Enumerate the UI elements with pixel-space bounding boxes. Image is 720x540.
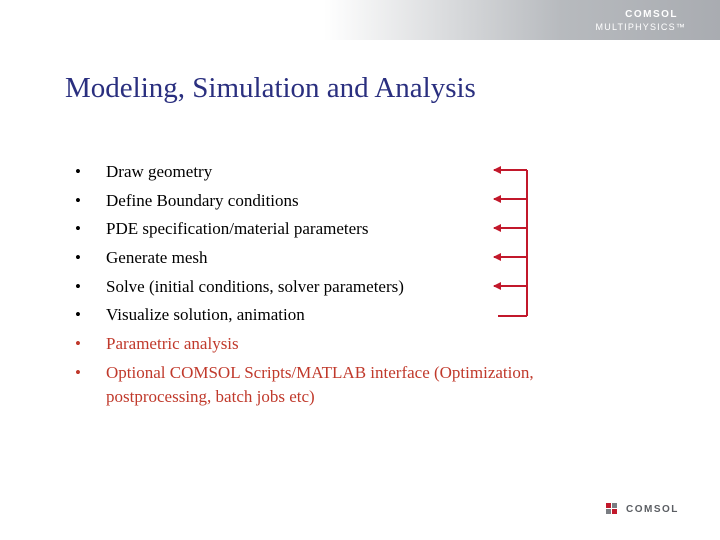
logo-top-line1: COMSOL xyxy=(625,9,678,20)
bullet-item xyxy=(75,361,635,409)
bullet-item xyxy=(75,160,635,184)
bullet-icon: • xyxy=(75,276,81,296)
bullet-item xyxy=(75,246,635,270)
bullet-item xyxy=(75,332,635,356)
bullet-list xyxy=(75,160,635,414)
bullet-icon: • xyxy=(75,190,81,210)
bullet-icon: • xyxy=(75,219,81,239)
workflow-loop-arrows xyxy=(480,160,540,320)
bullet-icon: • xyxy=(75,334,81,354)
bullet-text: Solve (initial conditions, solver parameters) xyxy=(106,276,404,296)
comsol-logo-footer xyxy=(606,502,679,516)
bullet-icon: • xyxy=(75,162,81,181)
bullet-text: Define Boundary conditions xyxy=(106,190,299,210)
bullet-icon: • xyxy=(75,362,81,382)
bullet-text: Generate mesh xyxy=(106,248,208,268)
slide-title: Modeling, Simulation and Analysis xyxy=(65,72,476,104)
bullet-item xyxy=(75,217,635,241)
bullet-icon: • xyxy=(75,305,81,325)
bullet-icon: • xyxy=(75,248,81,268)
comsol-mark-icon xyxy=(606,503,622,515)
bullet-text: Parametric analysis xyxy=(106,334,239,354)
bullet-item xyxy=(75,303,635,327)
bullet-text: Visualize solution, animation xyxy=(106,305,305,325)
bullet-item xyxy=(75,275,635,299)
bullet-text: PDE specification/material parameters xyxy=(106,219,369,239)
comsol-multiphysics-logo xyxy=(576,9,686,35)
bullet-text: Draw geometry xyxy=(106,162,213,181)
logo-top-line2: MULTIPHYSICS™ xyxy=(595,22,686,32)
logo-footer-text: COMSOL xyxy=(626,503,679,515)
bullet-item xyxy=(75,189,635,213)
bullet-text: Optional COMSOL Scripts/MATLAB interface (Optimization, postprocessing, batch jobs etc) xyxy=(106,362,534,406)
